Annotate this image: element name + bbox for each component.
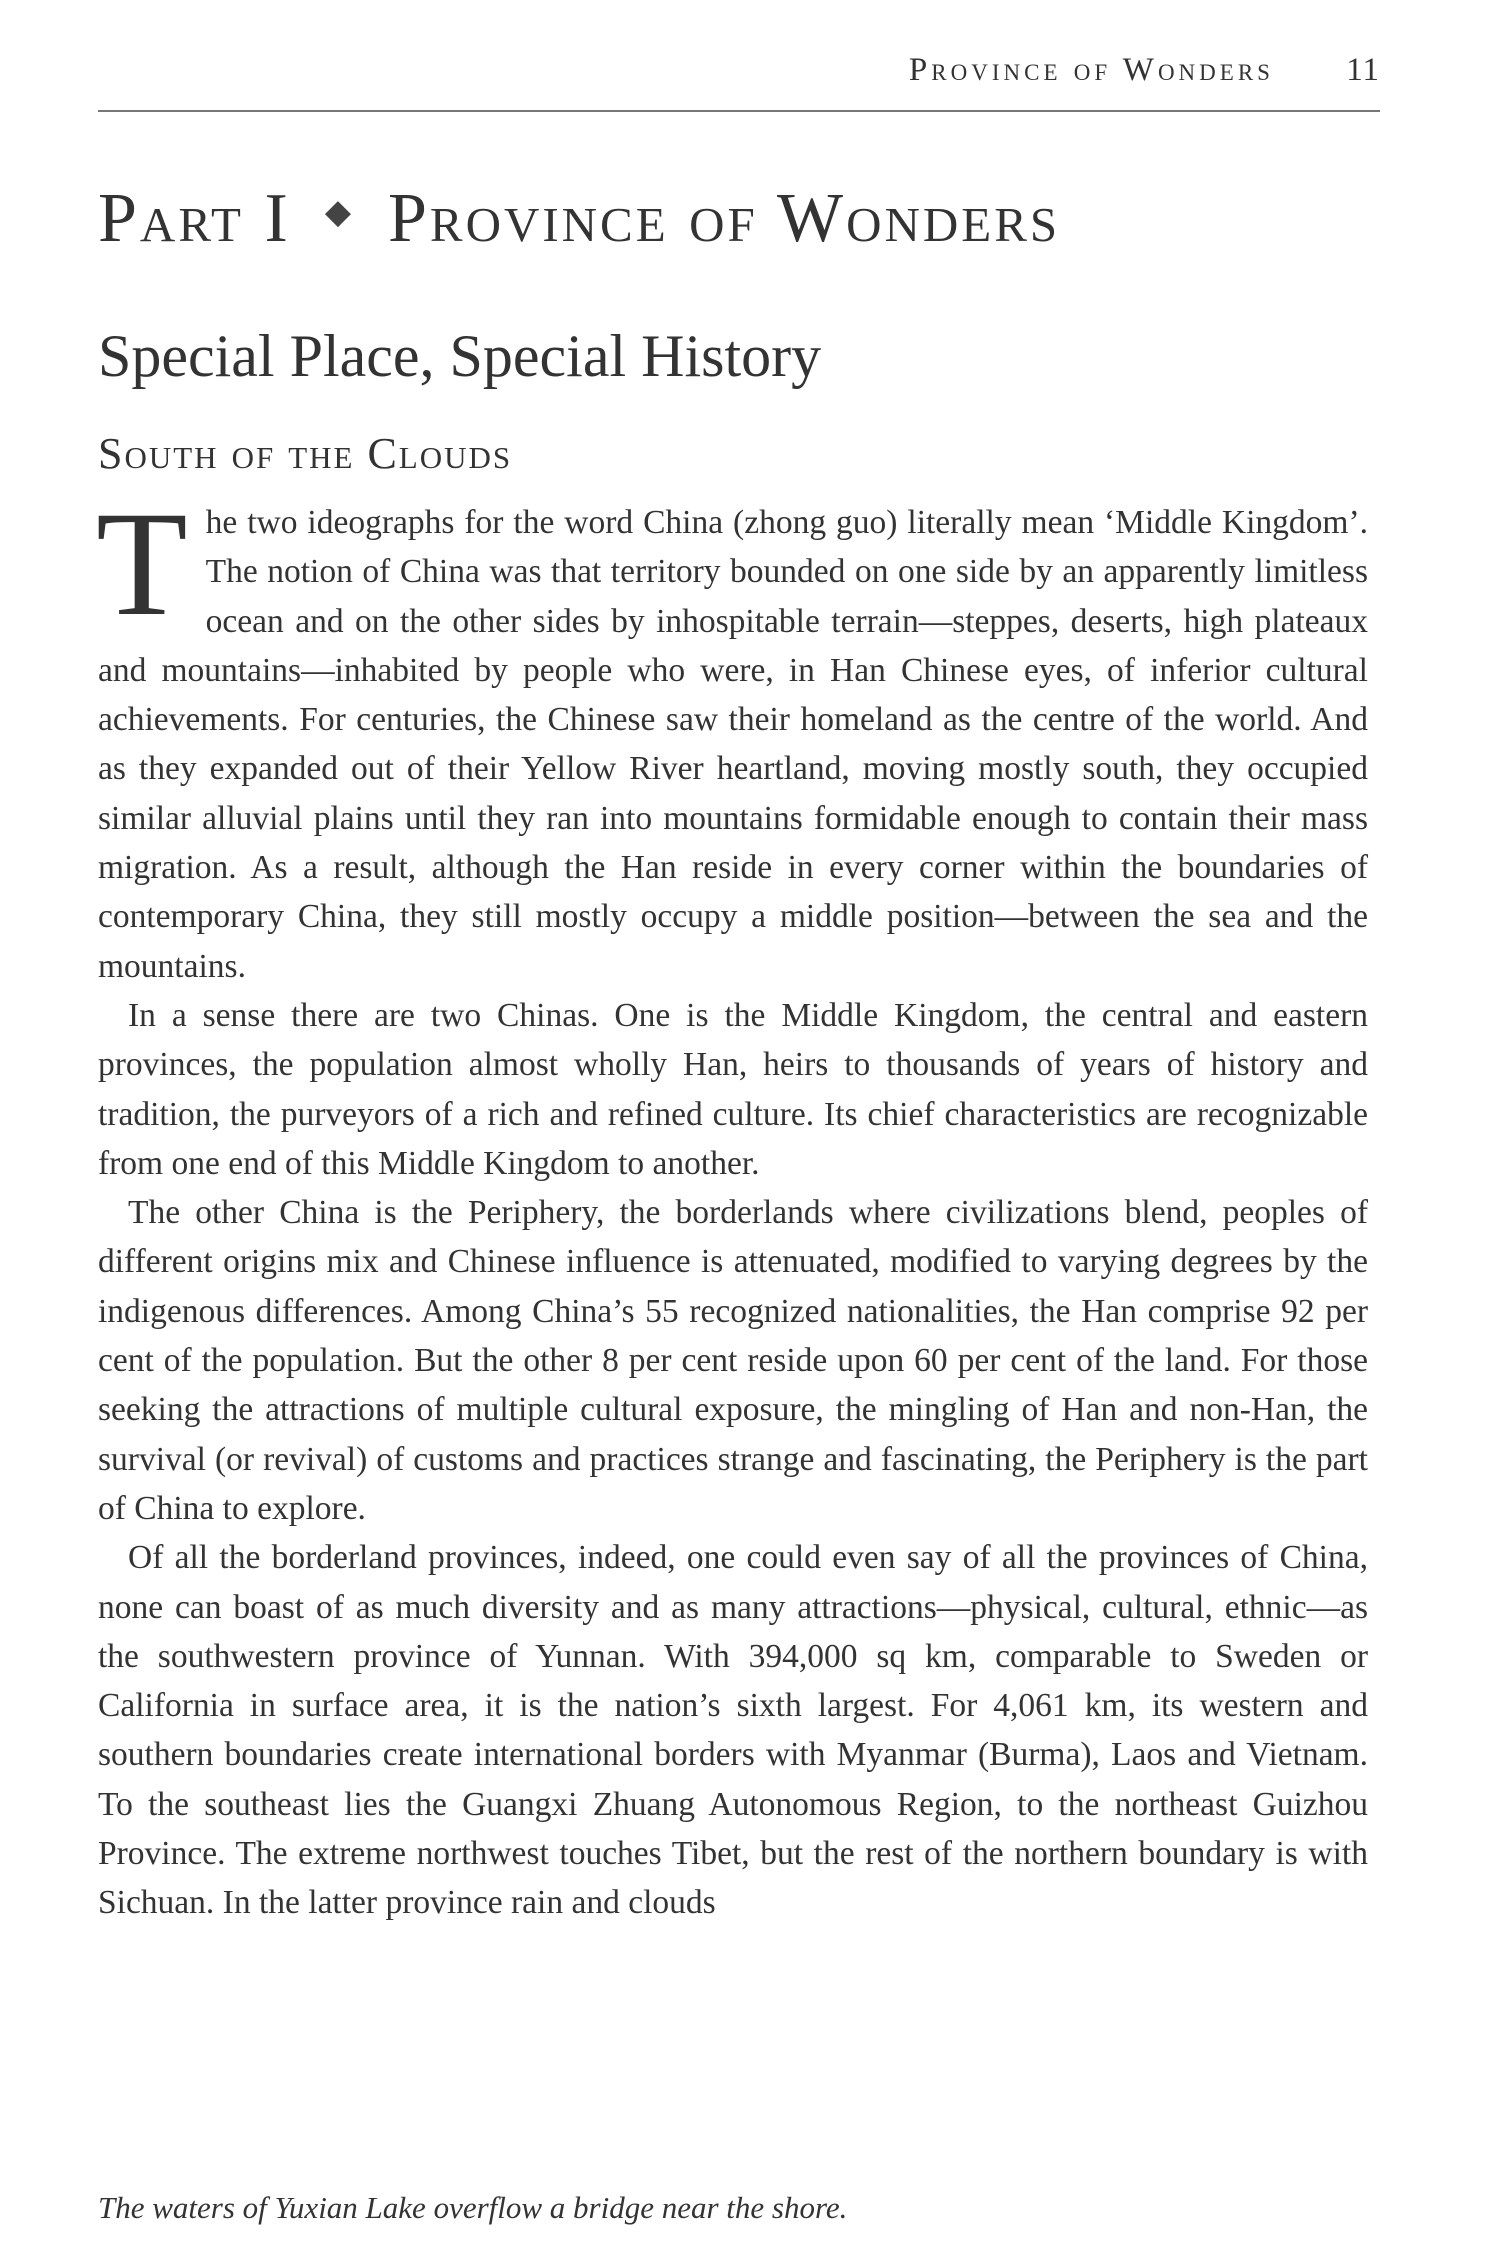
part-heading: [98, 180, 1390, 257]
running-head: [100, 52, 1380, 89]
photo-caption: The waters of Yuxian Lake overflow a bridge near the shore.: [98, 2190, 848, 2225]
header-rule: [98, 110, 1380, 112]
paragraph-3: The other China is the Periphery, the borderlands where civilizations blend, peoples of different origins mix and Chinese influence is attenuated, modified to varying degrees by the indigenous differences. Among China’s 55 recognized nationalities, the Han comprise 92 per cent of the population. But the other 8 per cent reside upon 60 per cent of the land. For those seeking the attractions of multiple cultural exposure, the mingling of Han and non-Han, the survival (or revival) of customs and practices strange and fascinating, the Periphery is the part of China to explore.: [98, 1194, 1368, 1527]
drop-cap: T: [96, 481, 188, 647]
page-number: 11: [1346, 52, 1380, 88]
section-title: South of the Clouds: [98, 429, 513, 478]
paragraph-1-text: he two ideographs for the word China (zhong guo) literally mean ‘Middle Kingdom’. The notion of China was that territory bounded on one side by an apparently limitless ocean and on the other sides by inhospitable terrain—steppes, deserts, high plateaux and mountains—inhabited by people who were, in Han Chinese eyes, of inferior cultural achievements. For centuries, the Chinese saw their homeland as the centre of the world. And as they expanded out of their Yellow River heartland, moving mostly south, they occupied similar alluvial plains until they ran into mountains formidable enough to contain their mass migration. As a result, although the Han reside in every corner within the boundaries of contemporary China, they still mostly occupy a middle position—between the sea and the mountains.: [98, 504, 1368, 985]
running-title: Province of Wonders: [908, 52, 1274, 88]
diamond-icon: ◆: [324, 194, 354, 231]
body-text: [96, 481, 1368, 1928]
paragraph-2: In a sense there are two Chinas. One is the Middle Kingdom, the central and eastern provinces, the population almost wholly Han, heirs to thousands of years of history and tradition, the purveyors of a rich and refined culture. Its chief characteristics are recognizable from one end of this Middle Kingdom to another.: [98, 996, 1368, 1182]
paragraph-4: Of all the borderland provinces, indeed, one could even say of all the provinces of China, none can boast of as much diversity and as many attractions—physical, cultural, ethnic—as the southwestern province of Yunnan. With 394,000 sq km, comparable to Sweden or California in surface area, it is the nation’s sixth largest. For 4,061 km, its western and southern boundaries create international borders with Myanmar (Burma), Laos and Vietnam. To the southeast lies the Guangxi Zhuang Autonomous Region, to the northeast Guizhou Province. The extreme northwest touches Tibet, but the rest of the northern boundary is with Sichuan. In the latter province rain and clouds: [98, 1539, 1368, 1922]
paragraph-1: [96, 481, 1368, 991]
part-label: Part I: [98, 180, 291, 257]
part-title: Province of Wonders: [387, 180, 1061, 257]
chapter-title: Special Place, Special History: [98, 323, 822, 389]
